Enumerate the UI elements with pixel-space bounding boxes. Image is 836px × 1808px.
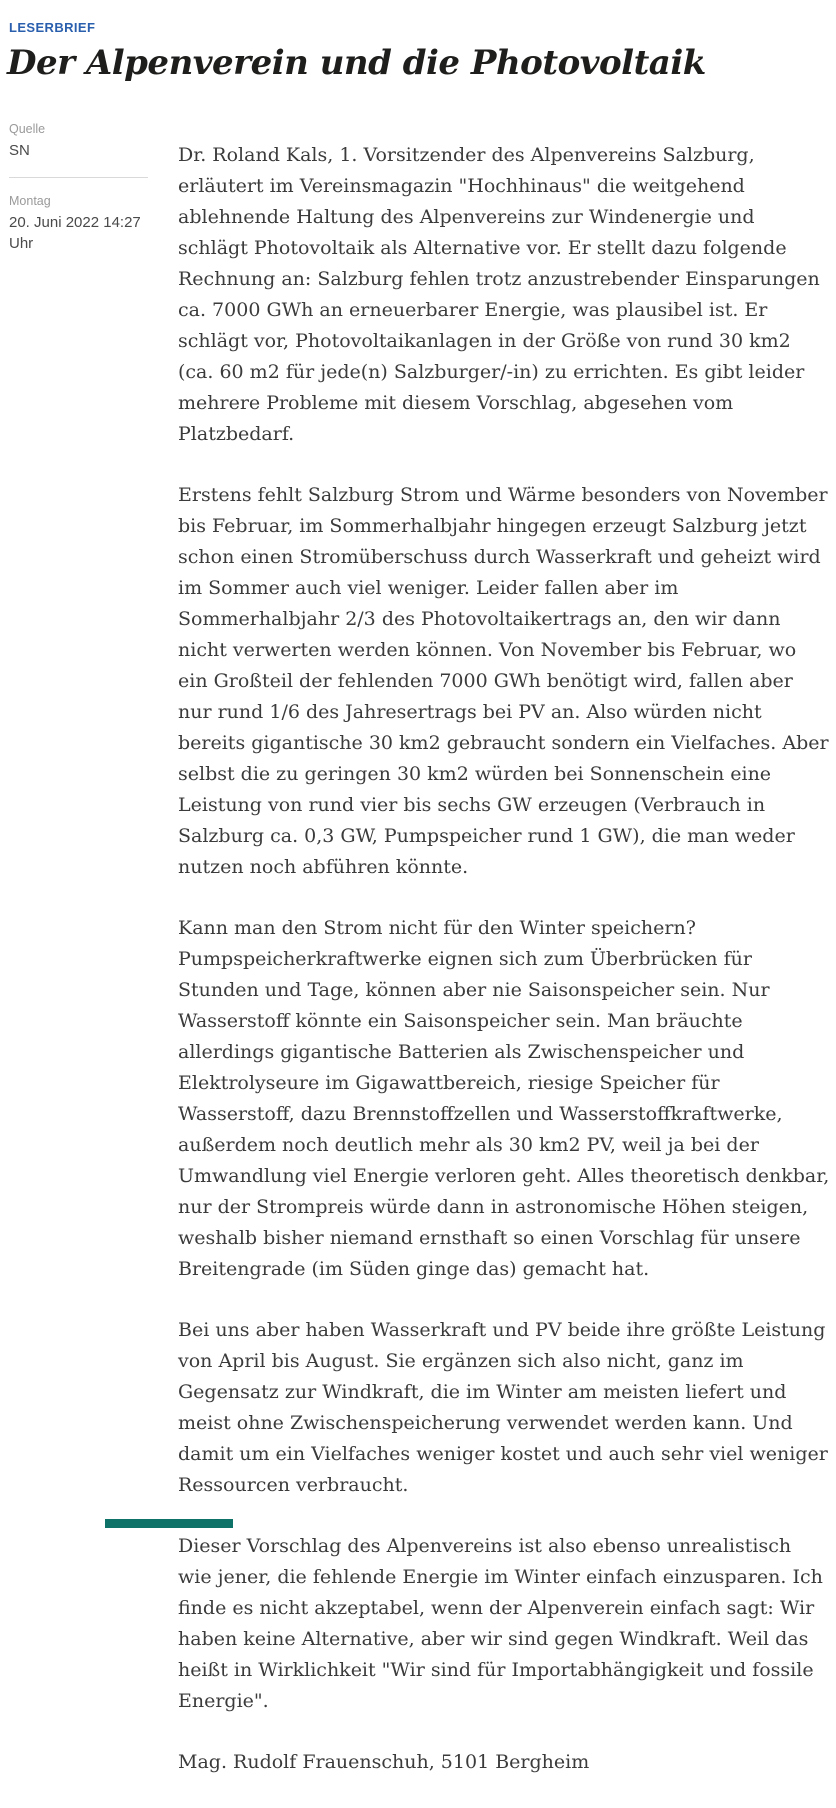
- article-paragraph: Erstens fehlt Salzburg Strom und Wärme besonders von November bis Februar, im Sommerhalbjahr hingegen erzeugt Salzburg jetzt schon einen Stromüberschuss durch Wasserkraft und geheizt wird im Sommer auch viel weniger. Leider fallen aber im Sommerhalbjahr 2/3 des Photovoltaikertrags an, den wir dann nicht verwerten werden können. Von November bis Februar, wo ein Großteil der fehlenden 7000 GWh benötigt wird, fallen aber nur rund 1/6 des Jahresertrags bei PV an. Also würden nicht bereits gigantische 30 km2 gebraucht sondern ein Vielfaches. Aber selbst die zu geringen 30 km2 würden bei Sonnenschein eine Leistung von rund vier bis sechs GW erzeugen (Verbrauch in Salzburg ca. 0,3 GW, Pumpspeicher rund 1 GW), die man weder nutzen noch abführen könnte.: [178, 484, 829, 878]
- article-signature: Mag. Rudolf Frauenschuh, 5101 Bergheim: [178, 1751, 590, 1773]
- article-paragraph: Kann man den Strom nicht für den Winter speichern? Pumpspeicherkraftwerke eignen sich zum Überbrücken für Stunden und Tage, können aber nie Saisonspeicher sein. Nur Wasserstoff könnte ein Saisonspeicher sein. Man bräuchte allerdings gigantische Batterien als Zwischenspeicher und Elektrolyseure im Gigawattbereich, riesige Speicher für Wasserstoff, dazu Brennstoffzellen und Wasserstoffkraftwerke, außerdem noch deutlich mehr als 30 km2 PV, weil ja bei der Umwandlung viel Energie verloren geht. Alles theoretisch denkbar, nur der Strompreis würde dann in astronomische Höhen steigen, weshalb bisher niemand ernsthaft so einen Vorschlag für unsere Breitengrade (im Süden ginge das) gemacht hat.: [178, 917, 830, 1280]
- partially-visible-teal-bar: [105, 1519, 233, 1528]
- source-value: SN: [9, 142, 30, 159]
- source-label: Quelle: [9, 122, 46, 136]
- article-meta-sidebar: [9, 120, 159, 254]
- article-title: Der Alpenverein und die Photovoltaik: [7, 43, 706, 83]
- publish-datetime: 20. Juni 2022 14:27 Uhr: [9, 214, 141, 252]
- publish-day-label: Montag: [9, 194, 51, 208]
- article-paragraph: Bei uns aber haben Wasserkraft und PV beide ihre größte Leistung von April bis August. Sie ergänzen sich also nicht, ganz im Gegensatz zur Windkraft, die im Winter am meisten liefert und meist ohne Zwischenspeicherung verwendet werden kann. Und damit um ein Vielfaches weniger kostet und auch sehr viel weniger Ressourcen verbraucht.: [178, 1319, 828, 1496]
- article-paragraph: Dieser Vorschlag des Alpenvereins ist also ebenso unrealistisch wie jener, die fehlende Energie im Winter einfach einzusparen. Ich finde es nicht akzeptabel, wenn der Alpenverein einfach sagt: Wir haben keine Alternative, aber wir sind gegen Windkraft. Weil das heißt in Wirklichkeit "Wir sind für Importabhängigkeit und fossile Energie".: [178, 1535, 823, 1712]
- article-paragraphs: [178, 140, 830, 1717]
- article-body: [178, 140, 830, 1808]
- meta-divider: [9, 177, 148, 178]
- article-paragraph: Dr. Roland Kals, 1. Vorsitzender des Alpenvereins Salzburg, erläutert im Vereinsmagazin "Hochhinaus" die weitgehend ablehnende Haltung des Alpenvereins zur Windenergie und schlägt Photovoltaik als Alternative vor. Er stellt dazu folgende Rechnung an: Salzburg fehlen trotz anzustrebender Einsparungen ca. 7000 GWh an erneuerbarer Energie, was plausibel ist. Er schlägt vor, Photovoltaikanlagen in der Größe von rund 30 km2 (ca. 60 m2 für jede(n) Salzburger/-in) zu errichten. Es gibt leider mehrere Probleme mit diesem Vorschlag, abgesehen vom Platzbedarf.: [178, 144, 820, 445]
- article-kicker: LESERBRIEF: [9, 20, 96, 35]
